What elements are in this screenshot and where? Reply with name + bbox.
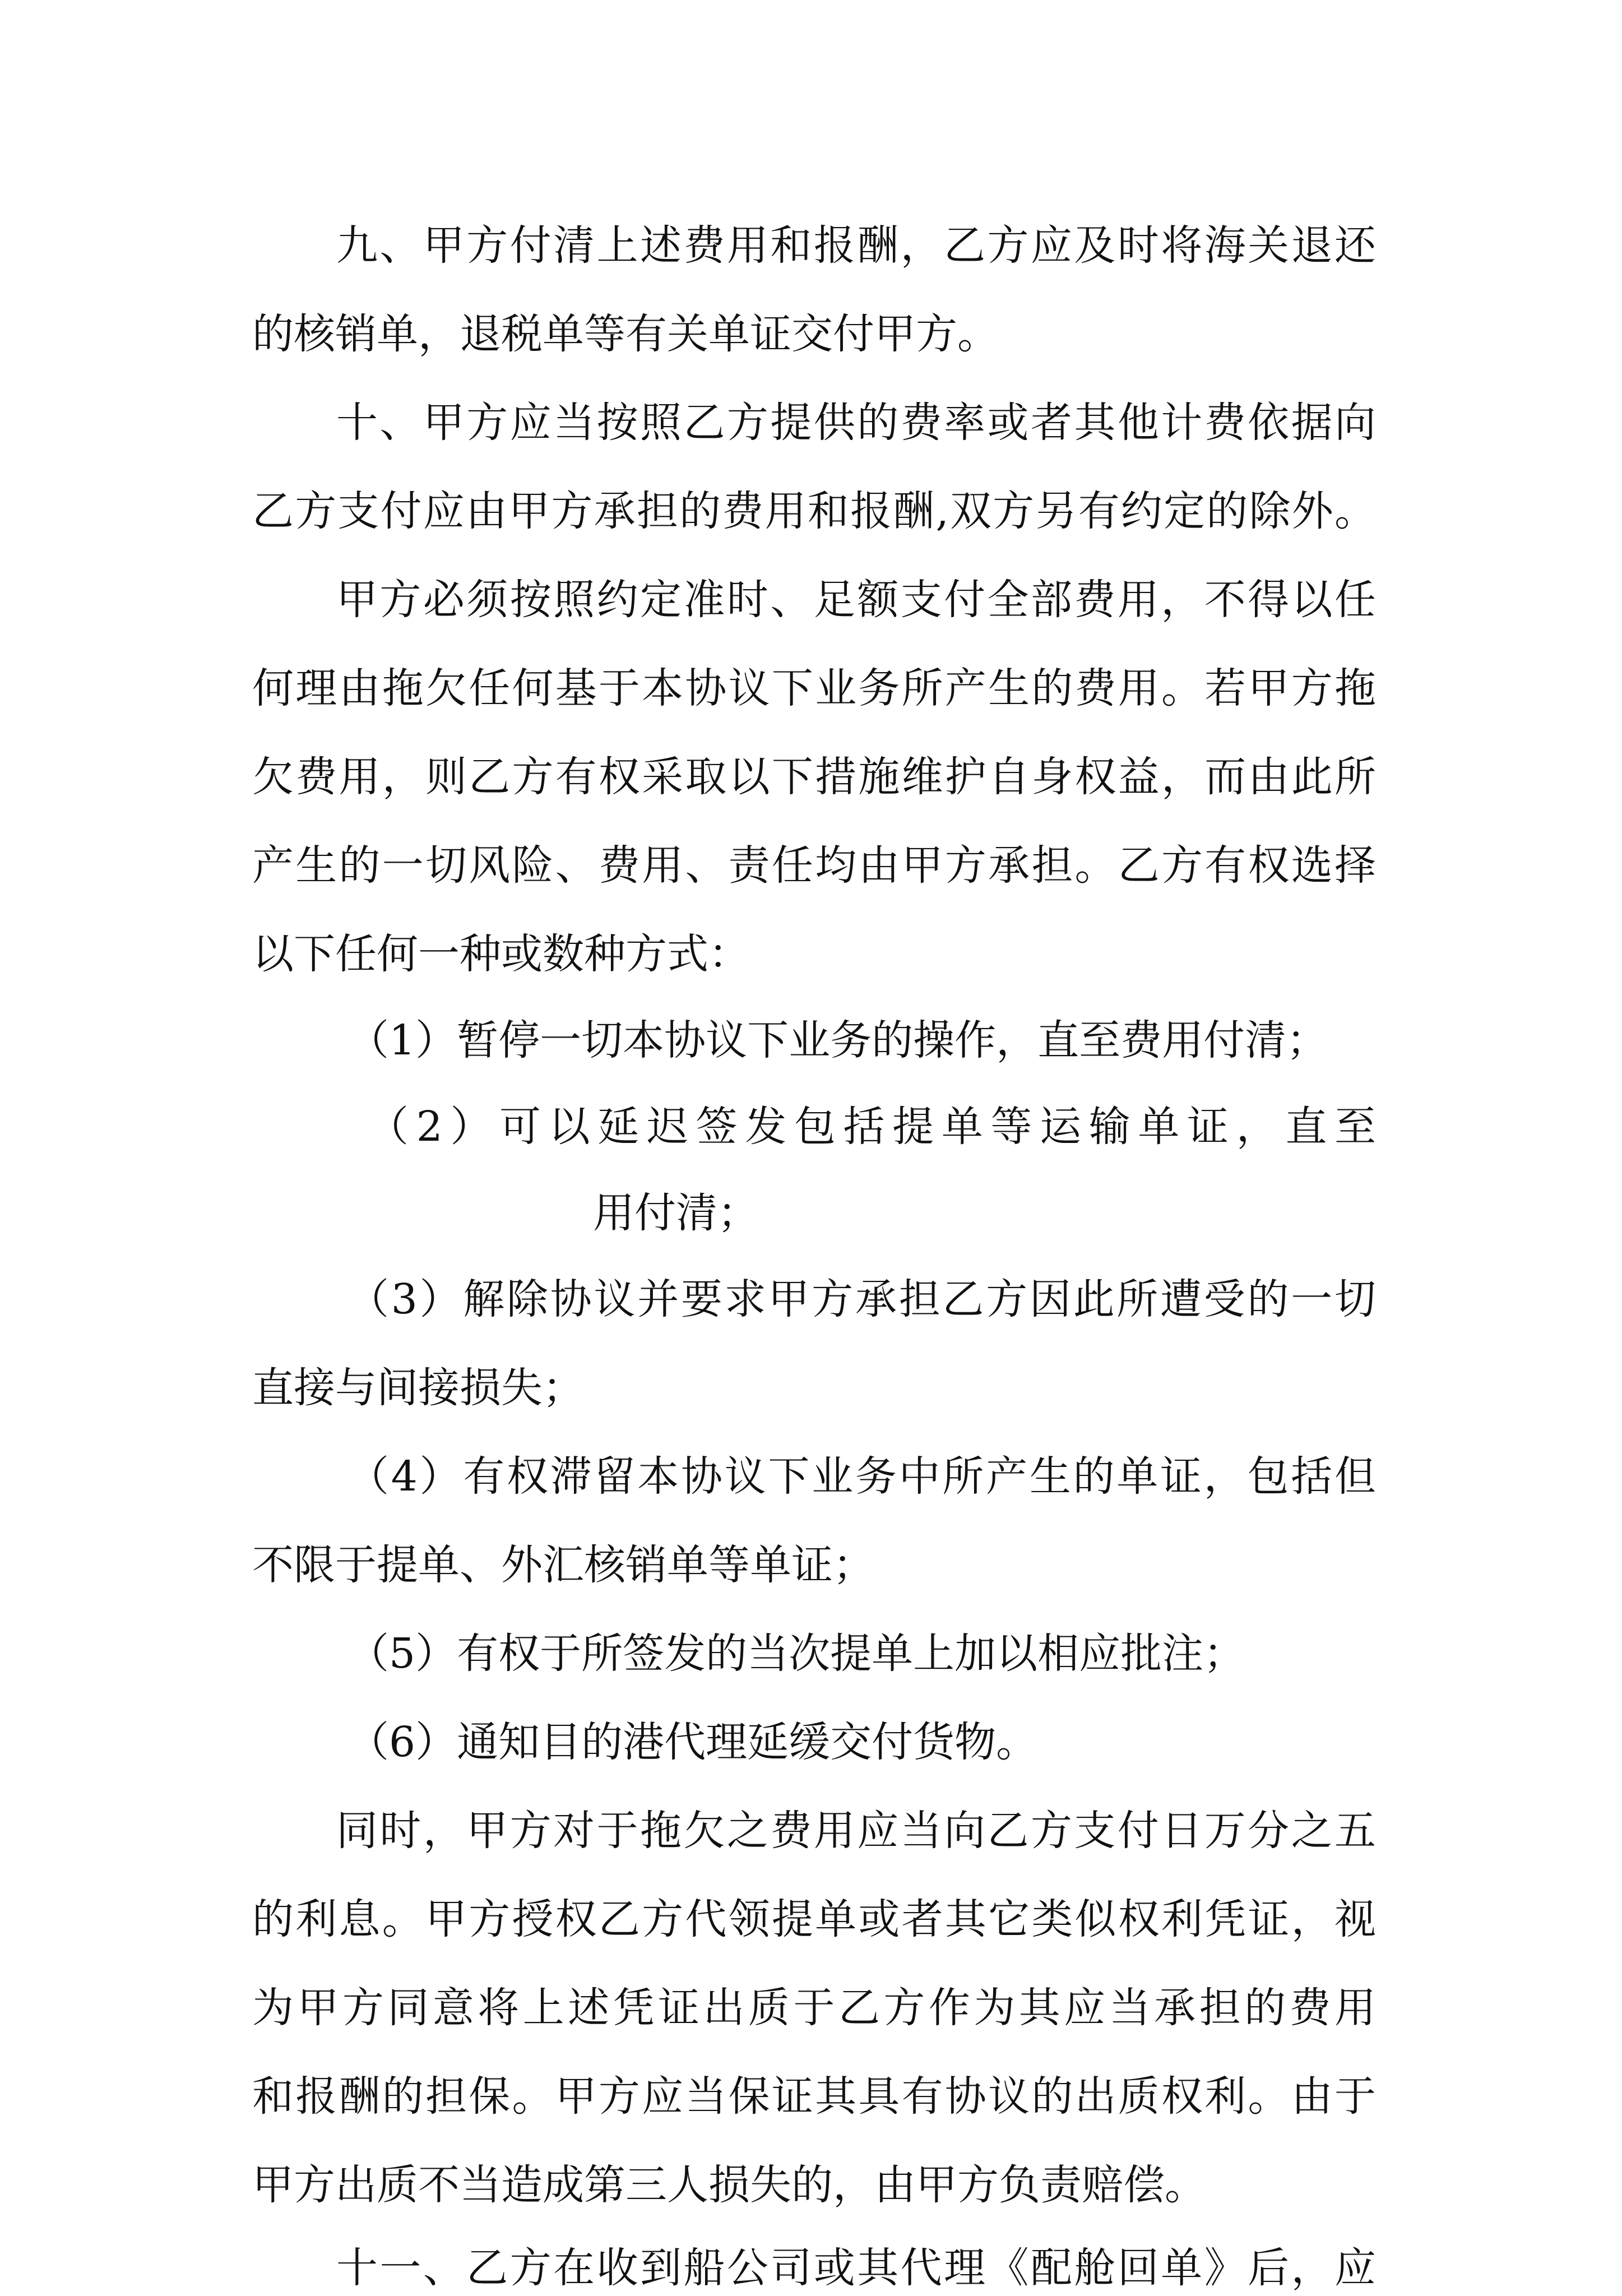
text-line: 的核销单，退税单等有关单证交付甲方。: [252, 310, 999, 358]
text-line: 的利息。甲方授权乙方代领提单或者其它类似权利凭证，视: [252, 1895, 1376, 1943]
text-line: 九、甲方付清上述费用和报酬，乙方应及时将海关退还: [336, 221, 1376, 270]
text-line: 十、甲方应当按照乙方提供的费率或者其他计费依据向: [336, 399, 1376, 447]
text-line: 欠费用，则乙方有权采取以下措施维护自身权益，而由此所: [252, 753, 1376, 801]
list-item: （3）解除协议并要求甲方承担乙方因此所遭受的一切: [347, 1275, 1376, 1323]
text-line: 和报酬的担保。甲方应当保证其具有协议的出质权利。由于: [252, 2072, 1376, 2121]
text-line: 乙方支付应由甲方承担的费用和报酬,双方另有约定的除外。: [252, 487, 1376, 535]
text-line: 以下任何一种或数种方式：: [252, 930, 750, 978]
list-item: （1）暂停一切本协议下业务的操作，直至费用付清；: [347, 1016, 1328, 1064]
text-line: 不限于提单、外汇核销单等单证；: [252, 1541, 874, 1589]
text-line: 同时，甲方对于拖欠之费用应当向乙方支付日万分之五: [336, 1807, 1376, 1855]
text-line: 直接与间接损失；: [252, 1364, 584, 1412]
text-line: 为甲方同意将上述凭证出质于乙方作为其应当承担的费用: [252, 1984, 1376, 2032]
list-item: （5）有权于所签发的当次提单上加以相应批注；: [347, 1630, 1245, 1678]
text-line: 甲方必须按照约定准时、足额支付全部费用，不得以任: [336, 576, 1376, 624]
text-line: 何理由拖欠任何基于本协议下业务所产生的费用。若甲方拖: [252, 664, 1376, 712]
list-item: （6）通知目的港代理延缓交付货物。: [347, 1718, 1038, 1766]
list-item: （2）可以延迟签发包括提单等运输单证，直至: [367, 1103, 1376, 1151]
text-line: 用付清；: [593, 1189, 759, 1237]
list-item: （4）有权滞留本协议下业务中所产生的单证，包括但: [347, 1452, 1376, 1501]
text-line: 产生的一切风险、费用、责任均由甲方承担。乙方有权选择: [252, 841, 1376, 890]
text-line: 甲方出质不当造成第三人损失的，由甲方负责赔偿。: [252, 2161, 1206, 2209]
text-line: 十一、乙方在收到船公司或其代理《配舱回单》后，应: [336, 2244, 1376, 2292]
